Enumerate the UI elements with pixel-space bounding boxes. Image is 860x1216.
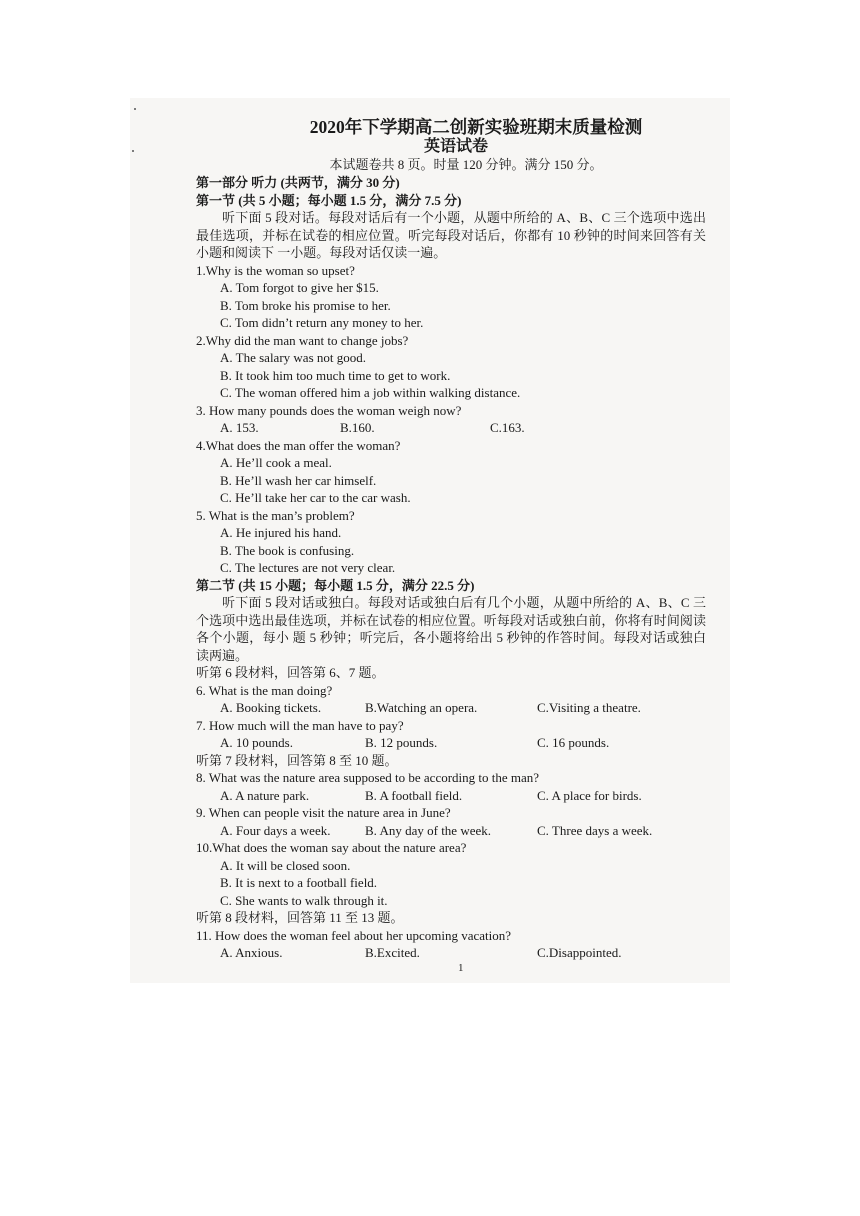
options-row [196,822,716,840]
option: A. 10 pounds. [220,735,293,750]
option: B.Excited. [365,945,420,960]
option: A. He’ll cook a meal. [220,455,332,470]
scan-speck [134,108,136,110]
option: B. It is next to a football field. [220,875,378,890]
option: C.163. [490,420,525,435]
option: C. He’ll take her car to the car wash. [220,490,411,505]
material-heading: 听第 6 段材料，回答第 6、7 题。 [196,665,385,680]
option: A. Booking tickets. [220,700,322,715]
section-heading: 第一节 (共 5 小题；每小题 1.5 分，满分 7.5 分) [196,192,462,208]
question: 9. When can people visit the nature area in June? [196,805,451,820]
option: C.Disappointed. [537,945,622,960]
option: B. A football field. [365,787,463,803]
option: C. A place for birds. [537,787,642,803]
exam-document [196,116,716,962]
section-heading: 第二节 (共 15 小题；每小题 1.5 分，满分 22.5 分) [196,577,475,593]
option: B.160. [340,420,375,435]
option: A. Four days a week. [220,822,331,838]
options-row [196,699,716,717]
page-number: 1 [458,962,464,974]
section-instructions: 听下面 5 段对话。每段对话后有一个小题，从题中所给的 A、B、C 三个选项中选出最佳选项，并标在试卷的相应位置。听完每段对话后，你都有 10 秒钟的时间来回答有关小题和阅读下 一小题。每段对话仅读一遍。 [196,210,706,260]
part-heading: 第一部分 听力 (共两节，满分 30 分) [196,175,400,190]
option: B.Watching an opera. [365,700,478,715]
option: B. Tom broke his promise to her. [220,297,391,313]
option: C. Tom didn’t return any money to her. [220,315,424,330]
option: A. 153. [220,420,259,435]
question: 3. How many pounds does the woman weigh now? [196,402,462,418]
material-heading: 听第 8 段材料，回答第 11 至 13 题。 [196,910,404,925]
question: 4.What does the man offer the woman? [196,437,401,453]
option: C. She wants to walk through it. [220,892,388,908]
option: B. He’ll wash her car himself. [220,472,377,488]
option: B. 12 pounds. [365,735,438,750]
option: A. Anxious. [220,945,283,960]
material-heading: 听第 7 段材料，回答第 8 至 10 题。 [196,752,398,768]
option: A. Tom forgot to give her $15. [220,280,379,295]
options-row [196,734,716,752]
exam-title: 2020年下学期高二创新实验班期末质量检测 [309,117,643,137]
option: C. The woman offered him a job within walking distance. [220,385,521,400]
option: C. The lectures are not very clear. [220,560,396,575]
option: A. He injured his hand. [220,525,342,540]
question: 8. What was the nature area supposed to be according to the man? [196,770,540,785]
exam-subtitle: 英语试卷 [423,138,488,155]
option: B. The book is confusing. [220,542,355,558]
scan-speck [132,150,134,152]
options-row [196,787,716,805]
question: 1.Why is the woman so upset? [196,262,355,278]
option: C. 16 pounds. [537,735,610,750]
question: 7. How much will the man have to pay? [196,717,404,733]
question: 2.Why did the man want to change jobs? [196,332,409,348]
option: A. A nature park. [220,787,310,803]
option: C.Visiting a theatre. [537,700,641,715]
question: 6. What is the man doing? [196,682,333,698]
option: A. The salary was not good. [220,350,366,365]
option: C. Three days a week. [537,822,653,838]
question: 5. What is the man’s problem? [196,507,355,523]
exam-info: 本试题卷共 8 页。时量 120 分钟。满分 150 分。 [329,157,603,172]
options-row [196,944,716,962]
options-row [196,419,716,437]
option: B. Any day of the week. [365,822,492,838]
section-instructions: 听下面 5 段对话或独白。每段对话或独白后有几个小题，从题中所给的 A、B、C 三个选项中选出最佳选项，并标在试卷的相应位置。听每段对话或独白前，你将有时间阅读各个小题，每小 题 5 秒钟；听完后，各小题将给出 5 秒钟的作答时间。每段对话或独白读两遍。 [196,595,706,663]
option: B. It took him too much time to get to work. [220,367,451,383]
question: 10.What does the woman say about the nature area? [196,840,467,855]
question: 11. How does the woman feel about her upcoming vacation? [196,927,512,943]
option: A. It will be closed soon. [220,857,351,873]
